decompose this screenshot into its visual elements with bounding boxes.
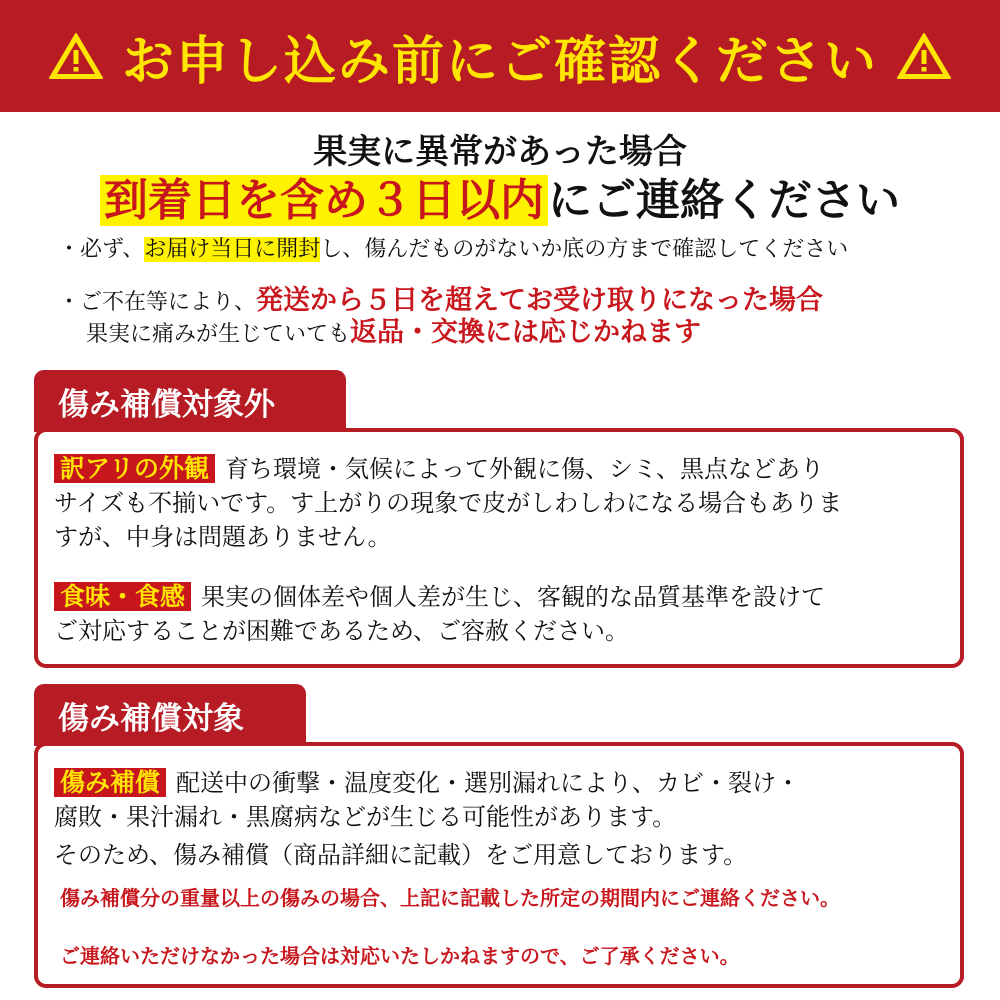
item-text: 果実の個体差や個人差が生じ、客観的な品質基準を設けて (201, 583, 826, 611)
bullet-prefix: ・必ず、 (58, 237, 145, 262)
section-excluded-card (34, 428, 964, 668)
item-text: ご対応することが困難であるため、ご容赦ください。 (54, 617, 630, 645)
item-text: すが、中身は問題ありません。 (54, 523, 392, 551)
item-text: 育ち環境・気候によって外観に傷、シミ、黒点などあり (225, 455, 825, 483)
bullet-line2-red: 返品・交換には応じかねます (350, 317, 702, 348)
item-label: 食味・食感 (54, 582, 191, 611)
item-text: 配送中の衝撃・温度変化・選別漏れにより、カビ・裂け・ (176, 769, 801, 797)
warning-triangle-icon (48, 31, 104, 81)
item-label: 訳アリの外観 (54, 454, 215, 483)
warning-triangle-icon (896, 31, 952, 81)
notice-headline-rest: にご連絡ください (548, 175, 900, 226)
excluded-item-appearance (54, 452, 944, 554)
section-covered-title: 傷み補償対象 (34, 684, 306, 746)
notice-deadline-highlight: 到着日を含め３日以内 (100, 175, 548, 226)
excluded-item-taste (54, 580, 944, 648)
section-excluded-title: 傷み補償対象外 (34, 370, 346, 432)
item-text: サイズも不揃いです。す上がりの現象で皮がしわしわになる場合もありま (54, 489, 843, 517)
notice-headline (0, 164, 1000, 228)
bullet-line2-prefix: 果実に痛みが生じていても (86, 322, 351, 347)
item-text: 腐敗・果汁漏れ・黒腐病などが生じる可能性があります。 (54, 803, 677, 831)
item-label: 傷み補償 (54, 768, 166, 797)
section-covered-card (34, 742, 964, 988)
bullet-absence-line2 (86, 310, 701, 349)
bullet-highlight: お届け当日に開封 (144, 237, 321, 262)
bullet-prefix: ・ご不在等により、 (58, 290, 257, 315)
covered-red-note: ご連絡いただけなかった場合は対応いたしかねますので、ご了承ください。 (60, 944, 740, 968)
covered-item (54, 766, 944, 834)
bullet-red-text: 発送から５日を超えてお受け取りになった場合 (256, 285, 824, 316)
banner-title: お申し込み前にご確認ください (121, 31, 878, 92)
covered-text: そのため、傷み補償（商品詳細に記載）をご用意しております。 (54, 841, 748, 869)
covered-red-note: 傷み補償分の重量以上の傷みの場合、上記に記載した所定の期間内にご連絡ください。 (60, 886, 840, 910)
bullet-suffix: し、傷んだものがないか底の方まで確認してください (320, 237, 849, 262)
notice-subtitle: 果実に異常があった場合 (313, 132, 687, 172)
warning-banner (0, 0, 1000, 112)
bullet-open-on-arrival (58, 232, 848, 263)
